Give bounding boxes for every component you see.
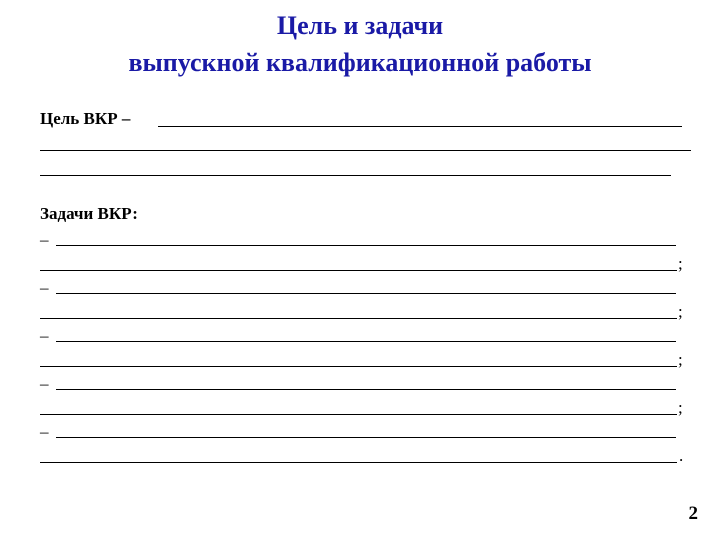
task-end-mark: . — [679, 446, 684, 465]
task-blank-line — [40, 366, 677, 367]
task-bullet: – — [40, 326, 49, 345]
task-end-mark: ; — [678, 350, 683, 369]
task-blank-line — [40, 462, 677, 463]
task-blank-line — [56, 293, 676, 294]
goal-blank-line-3 — [40, 175, 671, 176]
task-end-mark: ; — [678, 398, 683, 417]
task-blank-line — [56, 437, 676, 438]
task-blank-line — [40, 270, 677, 271]
task-bullet: – — [40, 422, 49, 441]
goal-blank-line-2 — [40, 150, 691, 151]
task-end-mark: ; — [678, 254, 683, 273]
goal-label: Цель ВКР – — [40, 109, 131, 128]
task-bullet: – — [40, 278, 49, 297]
task-end-mark: ; — [678, 302, 683, 321]
task-blank-line — [56, 341, 676, 342]
task-blank-line — [56, 245, 676, 246]
page-title-line-2: выпускной квалификационной работы — [128, 48, 592, 77]
task-bullet: – — [40, 230, 49, 249]
task-blank-line — [56, 389, 676, 390]
goal-blank-line-1 — [158, 126, 682, 127]
task-bullet: – — [40, 374, 49, 393]
page-number: 2 — [688, 503, 698, 524]
task-blank-line — [40, 318, 677, 319]
tasks-label: Задачи ВКР: — [40, 204, 138, 223]
task-blank-line — [40, 414, 677, 415]
page-title-line-1: Цель и задачи — [276, 11, 444, 40]
